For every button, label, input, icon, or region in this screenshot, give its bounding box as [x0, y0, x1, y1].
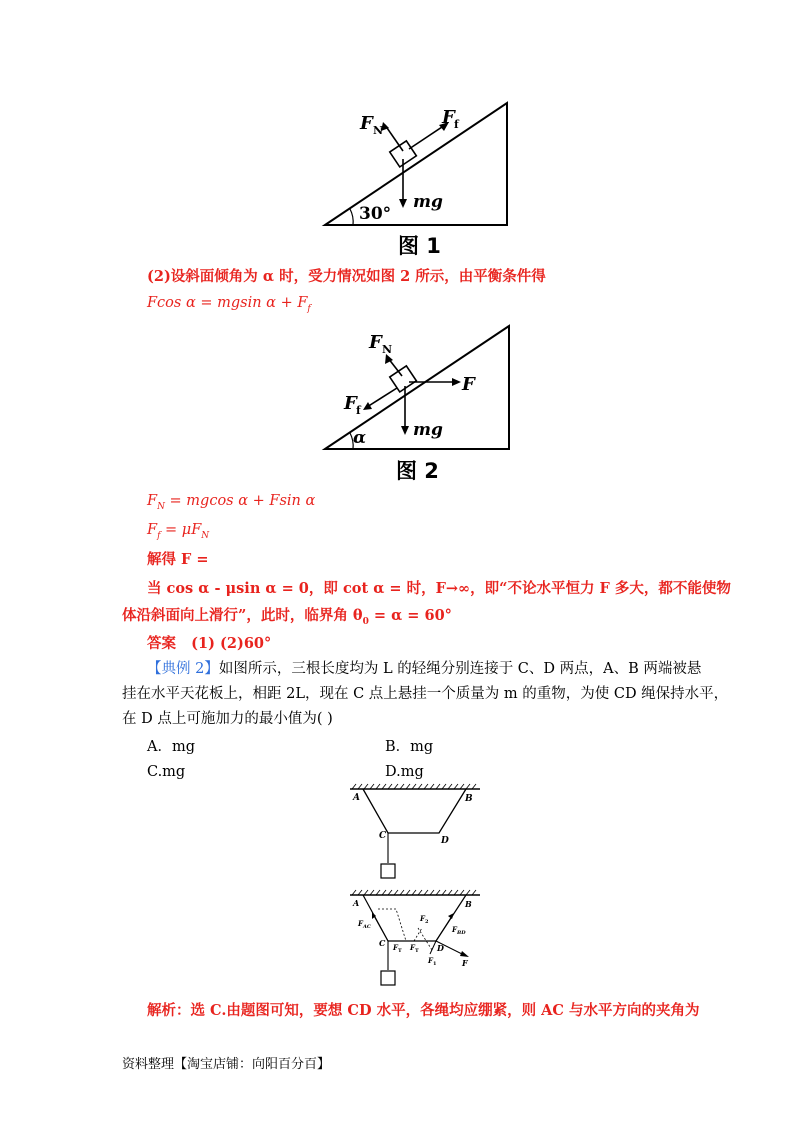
option-b[interactable]: B．mg [385, 739, 434, 755]
ff-sub: f [356, 404, 361, 417]
answer-line [147, 632, 271, 653]
eq2-f: F [147, 522, 158, 538]
mg-label: mg [413, 420, 443, 440]
equation-text: Fcos α = mgsin α + F [147, 295, 308, 311]
equation-ff [147, 520, 209, 546]
label-f2: F [420, 914, 425, 923]
label-fbd-sub: BD [457, 930, 466, 936]
label-f2-sub: 2 [425, 919, 429, 925]
label-f1: F [428, 956, 433, 965]
fn-sub: N [382, 343, 393, 356]
mg-label: mg [413, 192, 443, 212]
label-fbd: F [452, 925, 457, 934]
figure-1 [315, 95, 515, 230]
eq1-f: F [147, 493, 158, 509]
label-fac: F [358, 919, 363, 928]
label-b: B [465, 794, 473, 804]
solution-part2-line1: (2)设斜面倾角为 α 时，受力情况如图 2 所示，由平衡条件得 [147, 268, 546, 285]
equation-fn [147, 491, 315, 517]
equation-sub: f [307, 303, 311, 314]
fn-label: F [369, 332, 382, 353]
example2-text1: 如图所示，三根长度均为 L 的轻绳分别连接于 C、D 两点，A、B 两端被悬 [218, 661, 702, 677]
when-line-2-text: 体沿斜面向上滑行”，此时，临界角 θ [122, 607, 363, 624]
label-b: B [465, 899, 472, 909]
figure-3-diagram [348, 782, 483, 882]
eq2-sub2: N [201, 530, 210, 541]
eq2-sub: f [157, 530, 161, 541]
label-ft1-sub: T [398, 948, 402, 954]
figure-4-diagram [348, 888, 483, 988]
answer-label: 答案 [147, 635, 176, 652]
figure-4 [348, 888, 483, 988]
eq1-sub: N [157, 501, 165, 512]
angle-label: α [353, 428, 367, 448]
solution-part2-line2 [147, 293, 311, 319]
option-d[interactable]: D.mg [385, 764, 424, 780]
example2-line3: 在 D 点上可施加力的最小值为( ) [122, 711, 333, 727]
label-c: C [379, 938, 386, 948]
option-a[interactable]: A．mg [147, 739, 196, 755]
figure-2-diagram [315, 322, 520, 457]
example2-line1 [147, 659, 701, 679]
fn-sub: N [373, 124, 384, 137]
label-ft2-sub: T [415, 948, 419, 954]
figure-2 [315, 322, 520, 457]
label-ft1: F [393, 943, 398, 952]
when-line-2 [122, 604, 452, 627]
angle-label: 30° [359, 204, 392, 224]
label-d: D [437, 943, 444, 953]
option-c[interactable]: C.mg [147, 764, 186, 780]
answer-text: (1) (2)60° [191, 635, 272, 652]
when-line-2-end: = α = 60° [368, 607, 452, 624]
ff-sub: f [454, 118, 459, 131]
eq1-rest: = mgcos α + Fsin α [164, 493, 316, 509]
theta-sub: 0 [362, 616, 369, 627]
label-d: D [441, 836, 449, 846]
solve-line: 解得 F = [147, 551, 209, 568]
example2-tag: 【典例 2】 [147, 661, 219, 677]
label-f: F [462, 958, 468, 968]
fn-label: F [360, 113, 373, 134]
label-fac-sub: AC [363, 924, 371, 930]
ff-label: F [344, 393, 357, 414]
figure-3 [348, 782, 483, 882]
label-ft2: F [410, 943, 415, 952]
f-label: F [462, 374, 475, 395]
eq2-rest: = μF [160, 522, 202, 538]
analysis-line: 解析：选 C.由题图可知，要想 CD 水平，各绳均应绷紧，则 AC 与水平方向的夹角为 [147, 1002, 700, 1019]
figure-1-diagram [315, 95, 515, 230]
when-line-1: 当 cos α - μsin α = 0，即 cot α = 时，F→∞，即“不论水平恒力 F 多大，都不能使物 [147, 580, 731, 597]
label-f1-sub: 1 [433, 961, 437, 967]
figure-1-caption: 图 1 [398, 234, 441, 258]
label-c: C [379, 831, 387, 841]
figure-2-caption: 图 2 [396, 459, 439, 483]
footer-text: 资料整理【淘宝店铺：向阳百分百】 [122, 1057, 331, 1072]
ff-label: F [442, 107, 455, 128]
label-a: A [353, 793, 360, 803]
example2-line2: 挂在水平天花板上，相距 2L，现在 C 点上悬挂一个质量为 m 的重物，为使 CD 绳保持水平， [122, 686, 729, 702]
label-a: A [353, 898, 360, 908]
